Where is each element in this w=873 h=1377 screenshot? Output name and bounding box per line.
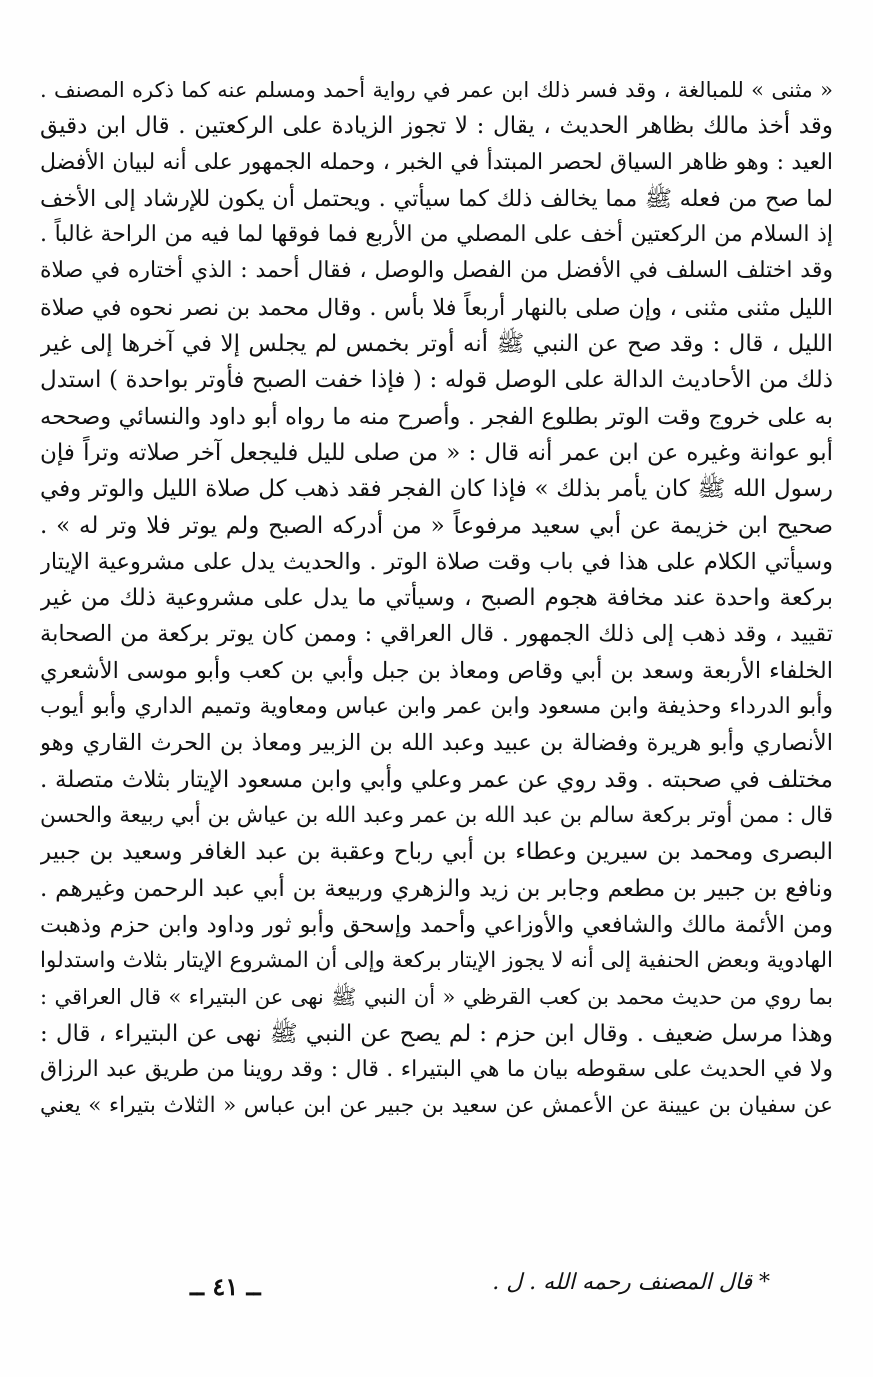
text-line: قال : ممن أوتر بركعة سالم بن عبد الله بن عمر وعبد الله بن عياش بن أبي ربيعة والحسن [40, 802, 833, 828]
text-line: تقييد ، وقد ذهب إلى ذلك الجمهور . قال العراقي : وممن كان يوتر بركعة من الصحابة [40, 621, 833, 648]
text-line: العيد : وهو ظاهر السياق لحصر المبتدأ في الخبر ، وحمله الجمهور على أنه لبيان الأفضل [40, 149, 833, 175]
text-line: « مثنى » للمبالغة ، وقد فسر ذلك ابن عمر في رواية أحمد ومسلم عنه كما ذكره المصنف . [40, 78, 833, 102]
text-line: الخلفاء الأربعة وسعد بن أبي وقاص ومعاذ بن جبل وأبي بن كعب وأبو موسى الأشعري [40, 657, 833, 684]
text-line: وأبو الدرداء وحذيفة وابن مسعود وابن عمر وابن عباس ومعاوية وتميم الداري وأبو أيوب [40, 694, 833, 720]
body-text [40, 72, 833, 1125]
text-line: وقد اختلف السلف في الأفضل من الفصل والوصل ، فقال أحمد : الذي أختاره في صلاة [40, 258, 833, 284]
text-line: صحيح ابن خزيمة عن أبي سعيد مرفوعاً « من أدركه الصبح ولم يوتر فلا وتر له » . [40, 512, 833, 539]
text-line: به على خروج وقت الوتر بطلوع الفجر . وأصرح منه ما رواه أبو داود والنسائي وصححه [40, 403, 833, 430]
text-line: ذلك من الأحاديث الدالة على الوصل قوله : ( فإذا خفت الصبح فأوتر بواحدة ) استدل [40, 367, 833, 394]
text-line: بما روي من حديث محمد بن كعب القرظي « أن النبي ﷺ نهى عن البتيراء » قال العراقي : [40, 985, 833, 1010]
page-footer [190, 1262, 770, 1322]
text-line: ونافع بن جبير بن مطعم وجابر بن زيد والزهري وربيعة بن أبي عبد الرحمن وغيرهم . [40, 875, 833, 902]
text-line: بركعة واحدة عند مخافة هجوم الصبح ، وسيأتي ما يدل على مشروعية ذلك من غير [40, 585, 833, 612]
text-line: الليل مثنى مثنى ، وإن صلى بالنهار أربعاً فلا بأس . وقال محمد بن نصر نحوه في صلاة [40, 294, 833, 321]
text-line: إذ السلام من الركعتين أخف على المصلي من الأربع فما فوقها لما فيه من الراحة غالباً . [40, 222, 833, 248]
text-line: الليل ، قال : وقد صح عن النبي ﷺ أنه أوتر بخمس لم يجلس إلا في آخرها إلى غير [40, 331, 833, 358]
text-line: ومن الأئمة مالك والشافعي والأوزاعي وأحمد وإسحق وأبو ثور وداود وابن حزم وذهبت [40, 911, 833, 938]
text-line: الهادوية وبعض الحنفية إلى أنه لا يجوز الإيتار بركعة وإلى أن المشروع الإيتار بثلاث واستدلوا [40, 948, 833, 974]
text-line: رسول الله ﷺ كان يأمر بذلك » فإذا كان الفجر فقد ذهب كل صلاة الليل والوتر وفي [40, 476, 833, 503]
text-line: عن سفيان بن عيينة عن الأعمش عن سعيد بن جبير عن ابن عباس « الثلاث بتيراء » يعني [40, 1093, 833, 1119]
text-line: البصرى ومحمد بن سيرين وعطاء بن أبي رباح وعقبة بن عبد الغافر وسعيد بن جبير [40, 839, 833, 866]
text-line: أبو عوانة وغيره عن ابن عمر أنه قال : « من صلى لليل فليجعل آخر صلاته وتراً فإن [40, 439, 833, 466]
page-number: ــ ٤١ ــ [190, 1272, 261, 1301]
text-line: وهذا مرسل ضعيف . وقال ابن حزم : لم يصح عن النبي ﷺ نهى عن البتيراء ، قال : [40, 1020, 833, 1047]
handwritten-footnote: * قال المصنف رحمه الله . ل . [492, 1270, 770, 1295]
text-line: لما صح من فعله ﷺ مما يخالف ذلك كما سيأتي . ويحتمل أن يكون للإرشاد إلى الأخف [40, 185, 833, 212]
text-line: ولا في الحديث على سقوطه بيان ما هي البتيراء . قال : وقد روينا من طريق عبد الرزاق [40, 1057, 833, 1083]
text-line: وسيأتي الكلام على هذا في باب وقت صلاة الوتر . والحديث يدل على مشروعية الإيتار [40, 548, 833, 575]
text-line: وقد أخذ مالك بظاهر الحديث ، يقال : لا تجوز الزيادة على الركعتين . قال ابن دقيق [40, 113, 833, 140]
text-line: مختلف في صحبته . وقد روي عن عمر وعلي وأبي وابن مسعود الإيتار بثلاث متصلة . [40, 766, 833, 793]
text-line: الأنصاري وأبو هريرة وفضالة بن عبيد وعبد الله بن الزبير ومعاذ بن الحرث القاري وهو [40, 730, 833, 757]
